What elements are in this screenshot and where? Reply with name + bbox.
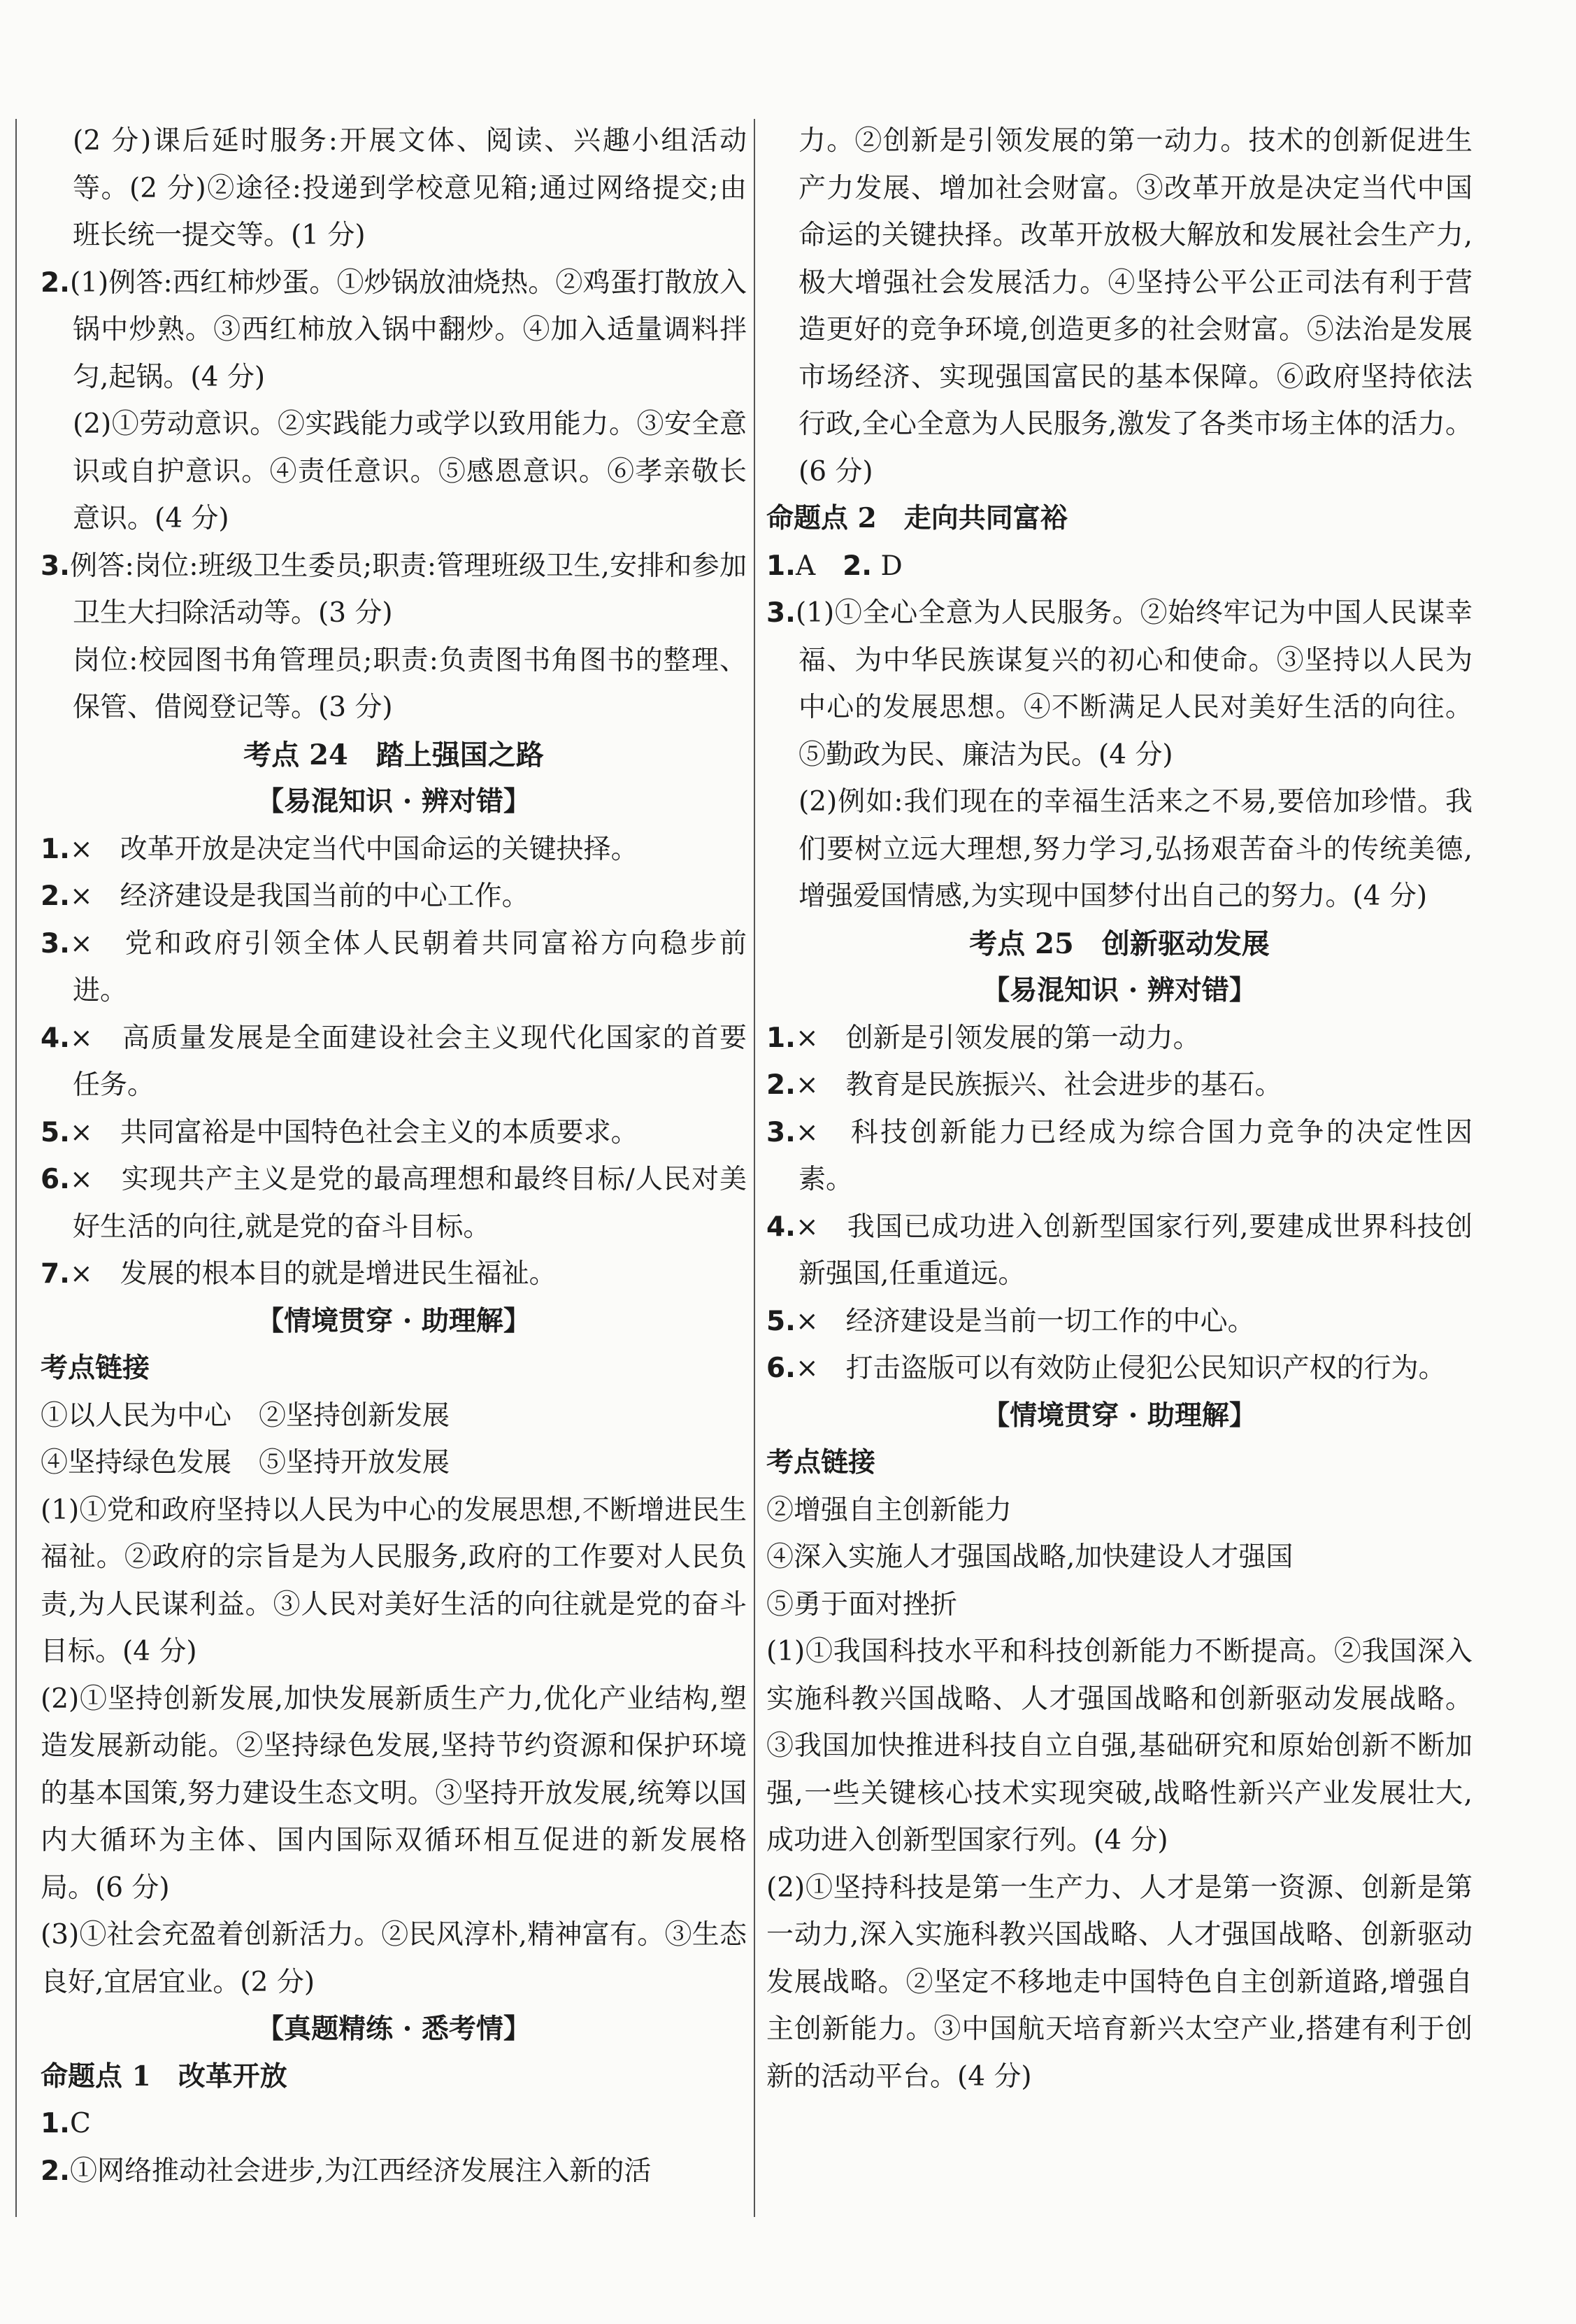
- item-text: × 打击盗版可以有效防止侵犯公民知识产权的行为。: [795, 1353, 1446, 1384]
- item-number: 3.: [41, 927, 70, 960]
- answer-paragraph: (2)①坚持创新发展,加快发展新质生产力,优化产业结构,塑造发展新动能。②坚持绿色发展,坚持节约资源和保护环境的基本国策,努力建设生态文明。③坚持开放发展,统筹以国内大循环为主体、国内国际双循环相互促进的新发展格局。(6 分): [41, 1683, 747, 1904]
- answer-item: [41, 2148, 747, 2195]
- left-margin-rule: [15, 119, 17, 2217]
- answer-paragraph: ④坚持绿色发展 ⑤坚持开放发展: [41, 1447, 450, 1478]
- answer-item: [41, 826, 747, 874]
- answer-continuation: 岗位:校园图书角管理员;职责:负责图书角图书的整理、保管、借阅登记等。(3 分): [73, 644, 747, 723]
- answer-paragraph: ①以人民为中心 ②坚持创新发展: [41, 1399, 450, 1432]
- item-number: 6.: [41, 1164, 70, 1195]
- item-number: 1.: [41, 833, 70, 865]
- item-text: C: [69, 2108, 91, 2139]
- answer-item: [766, 1345, 1473, 1392]
- left-column: [41, 117, 747, 2195]
- item-number: 4.: [41, 1022, 70, 1054]
- answer-item: [766, 1015, 1473, 1062]
- topic-heading: 考点链接: [766, 1446, 876, 1478]
- item-number: 3.: [41, 550, 70, 582]
- item-text: × 经济建设是当前一切工作的中心。: [795, 1305, 1255, 1337]
- item-text: (1)例答:西红柿炒蛋。①炒锅放油烧热。②鸡蛋打散放入锅中炒熟。③西红柿放入锅中翻炒。④加入适量调料拌匀,起锅。(4 分): [69, 266, 747, 393]
- topic-heading: 命题点 2 走向共同富裕: [766, 502, 1068, 534]
- item-number: 5.: [766, 1305, 796, 1337]
- item-number: 1.: [766, 550, 796, 582]
- item-text: × 高质量发展是全面建设社会主义现代化国家的首要任务。: [69, 1022, 747, 1101]
- item-text: × 发展的根本目的就是增进民生福祉。: [69, 1258, 557, 1290]
- answer-item: [41, 1109, 747, 1157]
- answer-paragraph: ②增强自主创新能力: [766, 1494, 1012, 1526]
- item-number: 6.: [766, 1353, 796, 1384]
- answer-item: [41, 920, 747, 1015]
- topic-heading: 考点链接: [41, 1352, 150, 1384]
- answer-continuation: (2)例如:我们现在的幸福生活来之不易,要倍加珍惜。我们要树立远大理想,努力学习,弘扬艰苦奋斗的传统美德,增强爱国情感,为实现中国梦付出自己的努力。(4 分): [798, 786, 1473, 912]
- answer-paragraph: ⑤勇于面对挫折: [766, 1588, 958, 1620]
- answer-paragraph: (1)①我国科技水平和科技创新能力不断提高。②我国深入实施科教兴国战略、人才强国战略和创新驱动发展战略。③我国加快推进科技自立自强,基础研究和原始创新不断加强,一些关键核心技术实现突破,战略性新兴产业发展壮大,成功进入创新型国家行列。(4 分): [766, 1636, 1473, 1856]
- answer-paragraph: (3)①社会充盈着创新活力。②民风淳朴,精神富有。③生态良好,宜居宜业。(2 分): [41, 1919, 747, 1998]
- answer-item: [766, 1298, 1473, 1346]
- item-number: 2.: [41, 2155, 70, 2187]
- item-text: × 实现共产主义是党的最高理想和最终目标/人民对美好生活的向往,就是党的奋斗目标。: [69, 1164, 747, 1243]
- item-text: × 教育是民族振兴、社会进步的基石。: [795, 1069, 1282, 1101]
- subsection-heading: 【情境贯穿 · 助理解】: [257, 1304, 531, 1337]
- item-text: × 科技创新能力已经成为综合国力竞争的决定性因素。: [795, 1116, 1473, 1195]
- item-text: A 2. D: [795, 550, 903, 582]
- item-number: 3.: [766, 1116, 796, 1148]
- answer-paragraph: (1)①党和政府坚持以人民为中心的发展思想,不断增进民生福祉。②政府的宗旨是为人民服务,政府的工作要对人民负责,为人民谋利益。③人民对美好生活的向往就是党的奋斗目标。(4 分): [41, 1494, 747, 1667]
- item-number: 2.: [766, 1069, 796, 1101]
- answer-item: [41, 873, 747, 920]
- column-divider: [754, 119, 755, 2217]
- answer-paragraph: (2)①坚持科技是第一生产力、人才是第一资源、创新是第一动力,深入实施科教兴国战略、人才强国战略、创新驱动发展战略。②坚定不移地走中国特色自主创新道路,增强自主创新能力。③中国航天培育新兴太空产业,搭建有利于创新的活动平台。(4 分): [766, 1872, 1473, 2093]
- answer-paragraph: ④深入实施人才强国战略,加快建设人才强国: [766, 1541, 1294, 1573]
- subsection-heading: 【情境贯穿 · 助理解】: [982, 1399, 1256, 1432]
- answer-item: [41, 1250, 747, 1298]
- item-text: × 我国已成功进入创新型国家行列,要建成世界科技创新强国,任重道远。: [795, 1211, 1473, 1290]
- item-text: × 共同富裕是中国特色社会主义的本质要求。: [69, 1116, 638, 1148]
- answer-continuation: 力。②创新是引领发展的第一动力。技术的创新促进生产力发展、增加社会财富。③改革开放是决定当代中国命运的关键抉择。改革开放极大解放和发展社会生产力,极大增强社会发展活力。④坚持公平公正司法有利于营造更好的竞争环境,创造更多的社会财富。⑤法治是发展市场经济、实现强国富民的基本保障。⑥政府坚持依法行政,全心全意为人民服务,激发了各类市场主体的活力。(6 分): [798, 125, 1473, 487]
- item-number: 5.: [41, 1116, 70, 1148]
- item-number: 7.: [41, 1258, 70, 1290]
- answer-item: [41, 1156, 747, 1250]
- section-heading: 考点 25 创新驱动发展: [969, 927, 1270, 960]
- subsection-heading: 【易混知识 · 辨对错】: [982, 974, 1256, 1006]
- item-number: 2.: [41, 266, 70, 299]
- answer-item: [41, 1015, 747, 1109]
- item-number: 2.: [41, 881, 70, 912]
- item-number: 4.: [766, 1211, 796, 1243]
- topic-heading: 命题点 1 改革开放: [41, 2060, 287, 2093]
- item-text: ①网络推动社会进步,为江西经济发展注入新的活: [69, 2155, 652, 2187]
- item-number: 1.: [766, 1022, 796, 1054]
- item-text: × 改革开放是决定当代中国命运的关键抉择。: [69, 833, 638, 865]
- answer-continuation: (2 分)课后延时服务:开展文体、阅读、兴趣小组活动等。(2 分)②途径:投递到学校意见箱;通过网络提交;由班长统一提交等。(1 分): [73, 125, 747, 251]
- item-number: 2.: [843, 550, 873, 582]
- item-text: × 党和政府引领全体人民朝着共同富裕方向稳步前进。: [69, 927, 747, 1006]
- answer-item: [41, 543, 747, 637]
- answer-item: [41, 259, 747, 401]
- answer-item: [766, 543, 1473, 590]
- answer-item: [766, 1204, 1473, 1298]
- item-text: 例答:岗位:班级卫生委员;职责:管理班级卫生,安排和参加卫生大扫除活动等。(3 分): [69, 550, 747, 629]
- section-heading: 考点 24 踏上强国之路: [243, 738, 544, 771]
- item-text: × 经济建设是我国当前的中心工作。: [69, 881, 529, 912]
- right-column: [766, 117, 1473, 2100]
- item-text: × 创新是引领发展的第一动力。: [795, 1022, 1201, 1054]
- subsection-heading: 【易混知识 · 辨对错】: [257, 785, 531, 818]
- answer-item: [766, 590, 1473, 778]
- answer-item: [766, 1109, 1473, 1204]
- answer-item: [41, 2100, 747, 2148]
- item-number: 1.: [41, 2108, 70, 2139]
- item-number: 3.: [766, 597, 796, 629]
- item-text: (1)①全心全意为人民服务。②始终牢记为中国人民谋幸福、为中华民族谋复兴的初心和使命。③坚持以人民为中心的发展思想。④不断满足人民对美好生活的向往。⑤勤政为民、廉洁为民。(4 分): [795, 597, 1473, 771]
- answer-continuation: (2)①劳动意识。②实践能力或学以致用能力。③安全意识或自护意识。④责任意识。⑤感恩意识。⑥孝亲敬长意识。(4 分): [73, 408, 747, 534]
- subsection-heading: 【真题精练 · 悉考情】: [257, 2013, 531, 2045]
- answer-item: [766, 1062, 1473, 1109]
